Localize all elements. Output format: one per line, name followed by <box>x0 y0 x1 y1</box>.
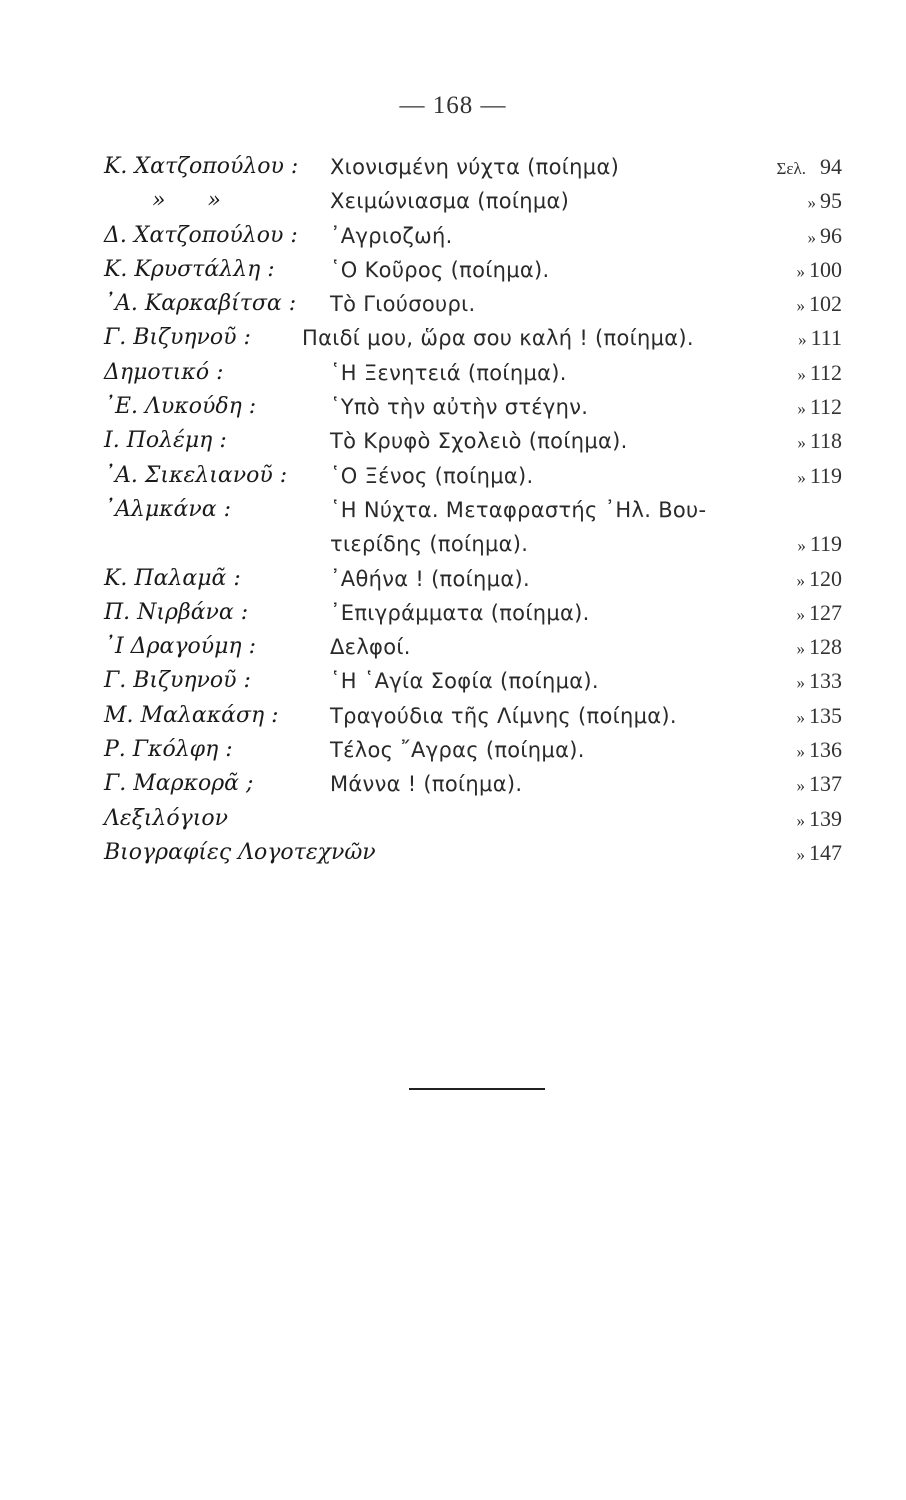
entry-author: ᾿Ι Δραγούμη : <box>104 634 257 660</box>
entry-title: ῾Ο Ξένος (ποίημα). <box>330 463 534 488</box>
entry-author: Π. Νιρβάνα : <box>104 599 249 625</box>
toc-entry <box>0 459 906 493</box>
entry-page-ref <box>797 596 843 632</box>
entry-author: Κ. Παλαμᾶ : <box>104 565 241 591</box>
toc-entry <box>0 630 906 664</box>
entry-marker: » <box>796 296 805 316</box>
toc-entry <box>0 836 906 870</box>
toc-entry <box>0 527 906 561</box>
entry-page: 120 <box>809 565 842 591</box>
entry-page: 94 <box>820 154 842 179</box>
entry-page-ref <box>797 733 843 769</box>
entry-author: Ρ. Γκόλφη : <box>104 737 233 763</box>
entry-page-ref <box>797 356 842 392</box>
entry-page-ref <box>797 562 843 598</box>
entry-author: Κ. Κρυστάλλη : <box>104 256 275 282</box>
entry-page: 111 <box>810 325 842 351</box>
entry-page: 96 <box>820 222 842 248</box>
toc-entry <box>0 767 906 801</box>
entry-page-ref <box>838 493 842 529</box>
entry-page: 127 <box>809 599 842 625</box>
entry-author: ᾿Α. Καρκαβίτσα : <box>104 291 297 317</box>
entry-marker: » <box>797 433 806 453</box>
entry-title: ῾Ο Κοῦρος (ποίημα). <box>330 257 550 282</box>
entry-page-ref <box>797 836 843 872</box>
entry-page: 112 <box>809 394 842 420</box>
toc-entry <box>0 664 906 698</box>
entry-page: 139 <box>809 805 842 831</box>
toc-entry <box>0 802 906 836</box>
entry-marker: » <box>796 570 805 590</box>
entry-page-ref <box>797 424 842 460</box>
entry-author: Δ. Χατζοπούλου : <box>104 222 298 248</box>
entry-author: Λεξιλόγιον <box>104 805 229 831</box>
entry-marker: » <box>796 604 805 624</box>
entry-title: ῾Υπὸ τὴν αὐτὴν στέγην. <box>330 395 589 420</box>
entry-page: 137 <box>809 771 842 797</box>
entry-author: Βιογραφίες Λογοτεχνῶν <box>104 839 376 865</box>
entry-marker: » <box>796 742 805 762</box>
entry-page-ref <box>797 699 843 735</box>
entry-author: ᾿Αλμκάνα : <box>104 496 232 522</box>
entry-page-ref <box>808 184 843 220</box>
entry-title: ᾿Αγριοζωή. <box>330 223 453 248</box>
entry-marker: » <box>797 399 806 419</box>
entry-author: Ι. Πολέμη : <box>104 428 227 454</box>
toc-entry <box>0 424 906 458</box>
entry-title: Παιδί μου, ὥρα σου καλή ! (ποίημα). <box>302 326 694 351</box>
toc-entry <box>0 596 906 630</box>
entry-title: Τὸ Κρυφὸ Σχολειὸ (ποίημα). <box>330 429 628 454</box>
entry-page-ref <box>797 253 843 289</box>
entry-page-ref <box>797 287 843 323</box>
entry-marker: » <box>797 536 806 556</box>
entry-title: ᾿Αθήνα ! (ποίημα). <box>330 566 530 591</box>
entry-page-ref <box>808 219 843 255</box>
entry-page-ref <box>797 459 842 495</box>
entry-page: 102 <box>809 291 842 317</box>
table-of-contents <box>0 150 906 870</box>
entry-title: τιερίδης (ποίημα). <box>330 532 529 557</box>
entry-page-ref <box>797 664 843 700</box>
entry-marker: Σελ. <box>776 159 806 178</box>
entry-page: 119 <box>809 462 842 488</box>
entry-title: ῾Η Ξενητειά (ποίημα). <box>330 360 567 385</box>
toc-entry <box>0 253 906 287</box>
entry-title: Τὸ Γιούσουρι. <box>330 292 476 317</box>
entry-marker: » <box>796 261 805 281</box>
closing-rule-divider <box>409 1088 545 1090</box>
entry-marker: » <box>797 364 806 384</box>
entry-page: 118 <box>809 428 842 454</box>
entry-page-ref <box>797 802 843 838</box>
entry-author: Κ. Χατζοπούλου : <box>104 154 299 179</box>
entry-page: 135 <box>809 702 842 728</box>
toc-entry <box>0 150 906 184</box>
toc-entry <box>0 493 906 527</box>
entry-page-ref <box>797 527 842 563</box>
entry-marker: » <box>796 844 805 864</box>
entry-marker: » <box>796 776 805 796</box>
entry-page: 100 <box>809 256 842 282</box>
toc-entry <box>0 562 906 596</box>
page-number: — 168 — <box>399 92 507 119</box>
toc-entry <box>0 699 906 733</box>
entry-marker: » <box>807 227 816 247</box>
entry-author: Γ. Βιζυηνοῦ : <box>104 668 251 694</box>
entry-author: Μ. Μαλακάση : <box>104 702 279 728</box>
entry-author: » » <box>152 188 221 214</box>
entry-page: 147 <box>809 839 842 865</box>
entry-page: 133 <box>809 668 842 694</box>
entry-marker: » <box>807 193 816 213</box>
entry-page: 112 <box>809 359 842 385</box>
entry-title: ῾Η ῾Αγία Σοφία (ποίημα). <box>330 669 599 694</box>
toc-entry <box>0 219 906 253</box>
toc-entry <box>0 733 906 767</box>
entry-title: Χειμώνιασμα (ποίημα) <box>330 189 570 214</box>
entry-marker: » <box>797 467 806 487</box>
entry-title: ῾Η Νύχτα. Μεταφραστής ᾿Ηλ. Βου- <box>330 497 707 522</box>
entry-author: Δημοτικό : <box>104 359 224 385</box>
entry-author: Γ. Βιζυηνοῦ : <box>104 325 251 351</box>
entry-page-ref <box>797 390 842 426</box>
entry-title: Δελφοί. <box>330 635 411 660</box>
toc-entry <box>0 356 906 390</box>
entry-page-ref <box>798 321 842 357</box>
entry-page-ref <box>797 767 843 803</box>
entry-title: Μάννα ! (ποίημα). <box>330 772 523 797</box>
entry-marker: » <box>796 639 805 659</box>
entry-marker: » <box>796 707 805 727</box>
entry-page: 136 <box>809 737 842 763</box>
entry-page: 119 <box>809 531 842 557</box>
entry-page: 95 <box>820 188 842 214</box>
entry-author: ᾿Α. Σικελιανοῦ : <box>104 462 288 488</box>
toc-entry <box>0 184 906 218</box>
entry-marker: » <box>798 330 807 350</box>
entry-author: Γ. Μαρκορᾶ ; <box>104 771 254 797</box>
toc-entry <box>0 321 906 355</box>
entry-page-ref <box>776 150 842 186</box>
toc-entry <box>0 287 906 321</box>
toc-entry <box>0 390 906 424</box>
entry-title: Τραγούδια τῆς Λίμνης (ποίημα). <box>330 703 677 728</box>
entry-marker: » <box>796 810 805 830</box>
entry-title: Τέλος ῎Αγρας (ποίημα). <box>330 738 585 763</box>
entry-page-ref <box>797 630 843 666</box>
entry-title: Χιονισμένη νύχτα (ποίημα) <box>330 155 620 179</box>
entry-page: 128 <box>809 634 842 660</box>
entry-title: ᾿Επιγράμματα (ποίημα). <box>330 600 590 625</box>
entry-marker: » <box>796 673 805 693</box>
entry-author: ᾿Ε. Λυκούδη : <box>104 394 257 420</box>
